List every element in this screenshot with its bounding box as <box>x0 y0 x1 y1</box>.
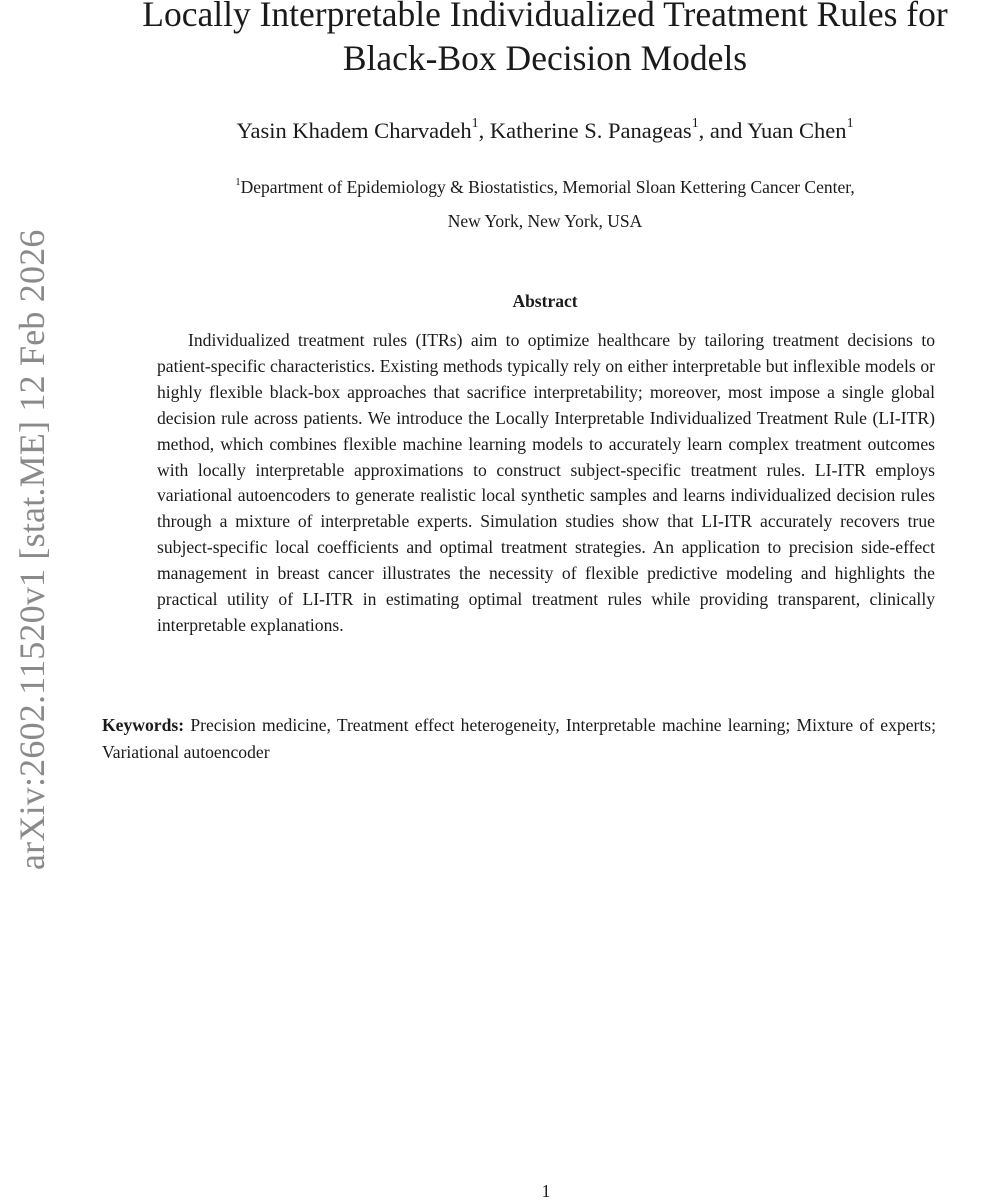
abstract-text: Individualized treatment rules (ITRs) aim to optimize healthcare by tailoring treatment decisions to patient-specific characteristics. Existing methods typically rely on either interpretable but inflexible models or highly flexible black-box approaches that sacrifice interpretability; moreover, most impose a single global decision rule across patients. We introduce the Locally Interpretable Individualized Treatment Rule (LI-ITR) method, which combines flexible machine learning models to accurately learn complex treatment outcomes with locally interpretable approximations to construct subject-specific treatment rules. LI-ITR employs variational autoencoders to generate realistic local synthetic samples and learns individualized decision rules through a mixture of interpretable experts. Simulation studies show that LI-ITR accurately recovers true subject-specific local coefficients and optimal treatment strategies. An application to precision side-effect management in breast cancer illustrates the necessity of flexible predictive modeling and highlights the practical utility of LI-ITR in estimating optimal treatment rules while providing transparent, clinically interpretable explanations. <box>157 330 935 635</box>
author-affiliation-mark: 1 <box>471 116 479 132</box>
author-name: Katherine S. Panageas <box>489 118 692 143</box>
title-line-2: Black-Box Decision Models <box>342 38 748 78</box>
abstract-heading: Abstract <box>512 291 578 311</box>
author-affiliation-mark: 1 <box>846 116 854 132</box>
affiliation-mark: 1 <box>235 175 241 188</box>
paper-title <box>100 0 990 80</box>
arxiv-identifier-stamp: arXiv:2602.11520v1 [stat.ME] 12 Feb 2026 <box>12 229 52 870</box>
author-affiliation-mark: 1 <box>691 116 699 132</box>
keywords <box>102 712 936 766</box>
author-list <box>100 116 990 146</box>
keywords-label: Keywords: <box>102 715 185 735</box>
keywords-text: Precision medicine, Treatment effect heterogeneity, Interpretable machine learning; Mixture of experts; Variational autoencoder <box>102 715 937 762</box>
author-name: Yuan Chen <box>747 118 847 143</box>
author-separator: , and <box>698 118 748 143</box>
title-line-1: Locally Interpretable Individualized Treatment Rules for <box>142 0 948 34</box>
page-number: 1 <box>541 1181 551 1201</box>
affiliation-text: Department of Epidemiology & Biostatistics, Memorial Sloan Kettering Cancer Center, <box>240 177 855 197</box>
author-separator: , <box>478 118 490 143</box>
affiliation-line-2: New York, New York, USA <box>447 211 643 231</box>
author-name: Yasin Khadem Charvadeh <box>236 118 472 143</box>
affiliation-line-1 <box>100 170 990 204</box>
affiliation <box>100 170 990 238</box>
